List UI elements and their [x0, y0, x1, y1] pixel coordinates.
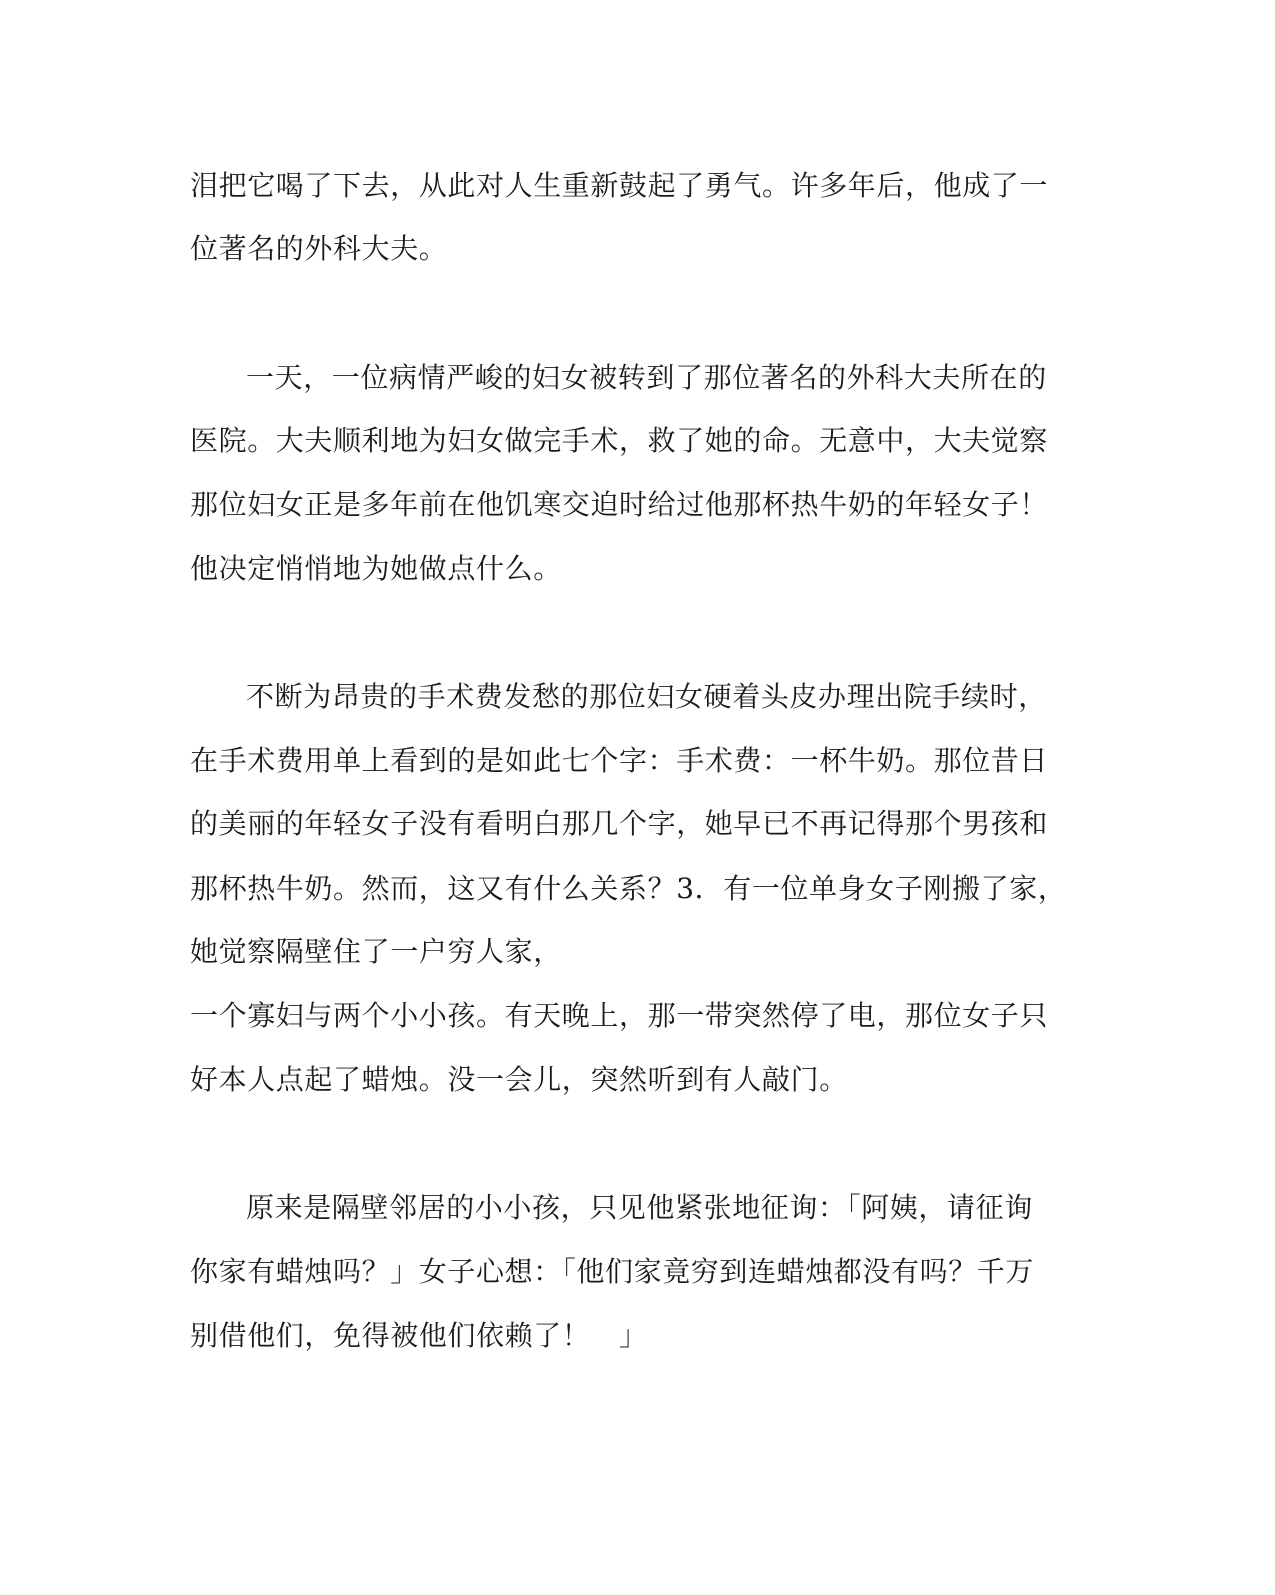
text-line: 别借他们，免得被他们依赖了！ 」 [190, 1319, 648, 1352]
text-line: 的美丽的年轻女子没有看明白那几个字，她早已不再记得那个男孩和 [190, 807, 1049, 840]
paragraph-start-line: 原来是隔壁邻居的小小孩，只见他紧张地征询：「阿姨，请征询 [246, 1191, 1033, 1224]
text-line: 那杯热牛奶。然而，这又有什么关系？3．有一位单身女子刚搬了家， [190, 872, 1067, 905]
text-line: 位著名的外科大夫。 [190, 232, 448, 265]
text-line: 在手术费用单上看到的是如此七个字：手术费：一杯牛奶。那位昔日 [190, 744, 1049, 777]
text-line: 他决定悄悄地为她做点什么。 [190, 552, 562, 585]
text-line: 泪把它喝了下去，从此对人生重新鼓起了勇气。许多年后，他成了一 [190, 169, 1049, 202]
text-line: 好本人点起了蜡烛。没一会儿，突然听到有人敲门。 [190, 1063, 848, 1096]
paragraph-start-line: 不断为昂贵的手术费发愁的那位妇女硬着头皮办理出院手续时， [246, 680, 1047, 713]
text-line: 医院。大夫顺利地为妇女做完手术，救了她的命。无意中，大夫觉察 [190, 424, 1049, 457]
text-line: 那位妇女正是多年前在他饥寒交迫时给过他那杯热牛奶的年轻女子！ [190, 488, 1049, 521]
text-line: 她觉察隔壁住了一户穷人家， [190, 935, 562, 968]
text-line: 你家有蜡烛吗？」女子心想：「他们家竟穷到连蜡烛都没有吗？千万 [190, 1255, 1035, 1288]
text-line: 一个寡妇与两个小小孩。有天晚上，那一带突然停了电，那位女子只 [190, 999, 1049, 1032]
paragraph-start-line: 一天，一位病情严峻的妇女被转到了那位著名的外科大夫所在的 [246, 361, 1047, 394]
